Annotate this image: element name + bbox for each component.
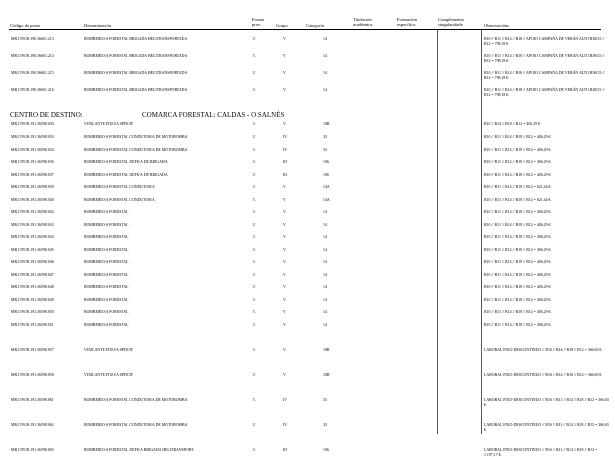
cell-codigo: MR.C99.58.190.36601.214 [11, 54, 54, 58]
cell-categoria: 33 [323, 423, 327, 427]
cell-forma-prov: C [253, 71, 256, 75]
column-separator [481, 30, 482, 434]
cell-codigo: MR.C99.58.191.36598.044 [11, 235, 54, 239]
cell-categoria: 14 [323, 273, 327, 277]
cell-grupo: V [283, 373, 286, 377]
cell-denominacion: BOMBEIRO/A FORESTAL BRIGADA HELITRANSPORTADA [84, 71, 188, 75]
cell-forma-prov: C [253, 223, 256, 227]
cell-grupo: V [283, 223, 286, 227]
cell-grupo: IV [283, 423, 288, 427]
cell-forma-prov: C [253, 37, 256, 41]
cell-denominacion: BOMBEIRO/A FORESTAL CONDUTOR/A [84, 185, 155, 189]
cell-denominacion: BOMBEIRO/A FORESTAL CONDUTOR/A DE MOTOBOMBA [84, 423, 188, 427]
cell-denominacion: BOMBEIRO/A FORESTAL [84, 298, 129, 302]
cell-categoria: 33 [323, 135, 327, 139]
cell-observacions: B10 // B11 // B14 // B18 // B12 = 621,44 €. [484, 185, 552, 189]
cell-observacions: B10 // B11 // B14 // B18 // B12 = 406,29 €. [484, 135, 552, 139]
cell-observacions: B10 // B11 // B14 // B18 // B12 = 406,29 €. [484, 298, 552, 302]
cell-observacions: B10 // B11 // B14 // B18 // B12 = 406,29 €. [484, 148, 552, 152]
cell-codigo: MR.C99.58.191.36598.042 [11, 210, 54, 214]
cell-denominacion: BOMBEIRO/A FORESTAL XEFE/A DE BRIGADA [84, 173, 168, 177]
cell-codigo: MR.C99.58.191.36598.061 [11, 398, 54, 402]
cell-grupo: V [283, 323, 286, 327]
header-formacion-line1: Formación [397, 17, 417, 22]
cell-denominacion: BOMBEIRO/A FORESTAL XEFE/A DE BRIGADA [84, 160, 168, 164]
cell-denominacion: BOMBEIRO/A FORESTAL BRIGADA HELITRANSPORTADA [84, 37, 188, 41]
cell-forma-prov: C [253, 273, 256, 277]
cell-observacions: B10 // B11 // B14 // B18 // APOIO CAMPAÑA DE VERÁN ALTO RISCO // B12 = 798,18 €. [484, 71, 605, 80]
cell-observacions: B10 // B11 // B14 // B18 // B12 = 406,29 €. [484, 248, 552, 252]
cell-forma-prov: C [253, 160, 256, 164]
header-observacions: Observacións [484, 23, 510, 28]
cell-observacions: B10 // B11 // B14 // B18 // B12 = 406,29 €. [484, 273, 552, 277]
cell-forma-prov: C [253, 348, 256, 352]
header-grupo: Grupo [276, 23, 288, 28]
cell-grupo: V [283, 210, 286, 214]
cell-grupo: V [283, 285, 286, 289]
cell-categoria: 14 [323, 248, 327, 252]
cell-forma-prov: C [253, 285, 256, 289]
cell-codigo: MR.C99.58.191.36598.050 [11, 310, 54, 314]
header-titulacion-line2: académica [353, 22, 373, 28]
cell-codigo: MR.C99.58.190.36601.213 [11, 37, 54, 41]
cell-categoria: 14 [323, 298, 327, 302]
header-titulacion [353, 17, 372, 27]
cell-categoria: 14 [323, 323, 327, 327]
cell-categoria: 14 [323, 88, 327, 92]
cell-forma-prov: C [253, 210, 256, 214]
cell-denominacion: BOMBEIRO/A FORESTAL [84, 323, 129, 327]
cell-forma-prov: C [253, 398, 256, 402]
cell-denominacion: BOMBEIRO/A FORESTAL [84, 223, 129, 227]
cell-categoria: 14 [323, 223, 327, 227]
cell-codigo: MR.C99.58.191.36598.062 [11, 423, 54, 427]
header-categoria: Categoría [306, 23, 324, 28]
section-label: CENTRO DE DESTINO: [10, 111, 83, 119]
cell-forma-prov: C [253, 248, 256, 252]
cell-grupo: IV [283, 135, 288, 139]
cell-grupo: V [283, 88, 286, 92]
cell-grupo: V [283, 198, 286, 202]
cell-grupo: V [283, 122, 286, 126]
header-complemento-line1: Complemento [438, 17, 465, 22]
cell-observacions: B10 // B11 // B14 // B18 // B12 = 406,29 €. [484, 285, 552, 289]
header-formacion [397, 17, 417, 27]
cell-codigo: MR.C99.58.190.36601.215 [11, 71, 54, 75]
header-complemento-line2: singularidade [438, 22, 463, 28]
cell-codigo: MR.C99.58.191.36598.058 [11, 373, 54, 377]
cell-forma-prov: C [253, 235, 256, 239]
cell-forma-prov: C [253, 373, 256, 377]
header-forma-line1: Forma [252, 17, 264, 22]
cell-categoria: 14A [323, 198, 330, 202]
cell-forma-prov: C [253, 88, 256, 92]
cell-observacions: B10 // B11 // B14 // B18 // B12 = 406,29 €. [484, 210, 552, 214]
cell-codigo: MR.C99.58.191.36598.037 [11, 173, 54, 177]
cell-codigo: MR.C99.58.190.36601.216 [11, 88, 54, 92]
cell-observacions: B10 // B11 // B14 // B18 // B12 = 406,29 €. [484, 160, 552, 164]
cell-observacions: B10 // B11 // B14 // B18 // B12 = 406,29 €. [484, 260, 552, 264]
cell-grupo: III [283, 173, 287, 177]
cell-categoria: 106 [323, 173, 329, 177]
cell-categoria: 14 [323, 210, 327, 214]
cell-observacions: B10 // B11 // B14 // B18 // APOIO CAMPAÑA DE VERÁN ALTO RISCO // B12 = 798,18 €. [484, 37, 605, 46]
cell-grupo: V [283, 273, 286, 277]
cell-codigo: MR.C99.58.191.36598.057 [11, 348, 54, 352]
cell-denominacion: BOMBEIRO/A FORESTAL CONDUTOR/A [84, 198, 155, 202]
cell-forma-prov: C [253, 122, 256, 126]
cell-forma-prov: C [253, 198, 256, 202]
cell-observacions: B10 // B11 // B14 // B18 // APOIO CAMPAÑA DE VERÁN ALTO RISCO // B12 = 798,18 €. [484, 88, 605, 97]
cell-denominacion: BOMBEIRO/A FORESTAL [84, 210, 129, 214]
cell-forma-prov: C [253, 173, 256, 177]
cell-denominacion: BOMBEIRO/A FORESTAL XEFE/A BRIGADA HELITRANSPORT. [84, 448, 195, 452]
cell-codigo: MR.C99.58.191.36598.043 [11, 223, 54, 227]
header-rule [9, 29, 601, 30]
cell-observacions: LABORAL FIXO-DESCONTINUO // B16 // B11 // B14 // B18 // B12 = 366,65 €. [484, 423, 609, 432]
cell-grupo: V [283, 37, 286, 41]
cell-grupo: V [283, 54, 286, 58]
cell-denominacion: BOMBEIRO/A FORESTAL [84, 248, 129, 252]
cell-observacions: B10 // B11 // B14 // B18 // B12 = 406,29 €. [484, 235, 552, 239]
cell-forma-prov: C [253, 54, 256, 58]
cell-forma-prov: C [253, 448, 256, 452]
header-denominacion: Denominación [84, 23, 112, 28]
cell-codigo: MR.C99.58.191.36598.030 [11, 122, 54, 126]
cell-codigo: MR.C99.58.191.36598.036 [11, 160, 54, 164]
cell-observacions: LABORAL FIXO-DESCONTINUO // B16 // B11 // B14 // B18 // B12 = 366,65 €. [484, 398, 609, 407]
cell-categoria: 10B [323, 373, 330, 377]
cell-codigo: MR.C99.58.191.36598.034 [11, 148, 54, 152]
cell-grupo: V [283, 298, 286, 302]
cell-denominacion: BOMBEIRO/A FORESTAL [84, 285, 129, 289]
cell-forma-prov: C [253, 423, 256, 427]
cell-denominacion: BOMBEIRO/A FORESTAL [84, 310, 129, 314]
cell-codigo: MR.C99.58.191.36598.045 [11, 248, 54, 252]
cell-denominacion: VIXILANTE FIXO/A SPDCIF [84, 122, 133, 126]
cell-categoria: 33 [323, 398, 327, 402]
cell-observacions: LABORAL FIXO-DESCONTINUO // B16 // B14 // B18 // B12 = 366,65 €. [484, 373, 603, 377]
cell-forma-prov: C [253, 148, 256, 152]
cell-observacions: B10 // B11 // B14 // B18 // B12 = 406,29 €. [484, 310, 552, 314]
cell-categoria: 14 [323, 285, 327, 289]
cell-observacions: B10 // B14 // B18 // B12 = 406,29 €. [484, 122, 541, 126]
cell-observacions: LABORAL FIXO-DESCONTINUO // B16 // B14 // B18 // B12 = 366,65 €. [484, 348, 603, 352]
cell-denominacion: BOMBEIRO/A FORESTAL [84, 260, 129, 264]
cell-denominacion: VIXILANTE FIXO/A SPDCIF [84, 348, 133, 352]
cell-grupo: III [283, 160, 287, 164]
cell-grupo: V [283, 260, 286, 264]
cell-codigo: MR.C99.58.191.36598.051 [11, 323, 54, 327]
cell-forma-prov: C [253, 310, 256, 314]
header-titulacion-line1: Titulación [353, 17, 372, 22]
cell-observacions: B10 // B11 // B14 // B18 // APOIO CAMPAÑA DE VERÁN ALTO RISCO // B12 = 798,18 €. [484, 54, 605, 63]
cell-denominacion: BOMBEIRO/A FORESTAL CONDUTOR/A DE MOTOBOMBA [84, 398, 188, 402]
cell-forma-prov: C [253, 260, 256, 264]
cell-forma-prov: C [253, 135, 256, 139]
cell-denominacion: BOMBEIRO/A FORESTAL CONDUTOR/A DE MOTOBOMBA [84, 148, 188, 152]
cell-observacions: B10 // B11 // B14 // B18 // B12 = 406,29 €. [484, 173, 552, 177]
cell-categoria: 106 [323, 160, 329, 164]
header-forma-line2: prov. [252, 22, 262, 28]
header-forma-prov [252, 17, 264, 27]
cell-codigo: MR.C99.58.191.36598.040 [11, 198, 54, 202]
cell-categoria: 33 [323, 148, 327, 152]
cell-codigo: MR.C99.58.191.36598.047 [11, 273, 54, 277]
cell-codigo: MR.C99.58.191.36598.046 [11, 260, 54, 264]
header-codigo: Código de posto [10, 23, 41, 28]
cell-denominacion: BOMBEIRO/A FORESTAL BRIGADA HELITRANSPORTADA [84, 54, 188, 58]
cell-categoria: 14 [323, 71, 327, 75]
cell-categoria: 14 [323, 310, 327, 314]
cell-categoria: 14 [323, 54, 327, 58]
cell-forma-prov: C [253, 323, 256, 327]
cell-denominacion: BOMBEIRO/A FORESTAL [84, 235, 129, 239]
cell-forma-prov: C [253, 185, 256, 189]
cell-grupo: V [283, 310, 286, 314]
cell-observacions: LABORAL FIXO-DESCONTINUO // B16 // B11 // B14 // B18 // B12 = 1.197,17 €. [484, 448, 598, 457]
cell-denominacion: BOMBEIRO/A FORESTAL [84, 273, 129, 277]
cell-categoria: 14 [323, 260, 327, 264]
cell-codigo: MR.C99.58.191.36598.039 [11, 185, 54, 189]
cell-codigo: MR.C99.58.191.36598.033 [11, 135, 54, 139]
cell-grupo: V [283, 71, 286, 75]
cell-categoria: 14 [323, 37, 327, 41]
cell-denominacion: BOMBEIRO/A FORESTAL CONDUTOR/A DE MOTOBOMBA [84, 135, 188, 139]
cell-denominacion: BOMBEIRO/A FORESTAL BRIGADA HELITRANSPORTADA [84, 88, 188, 92]
cell-observacions: B10 // B11 // B14 // B18 // B12 = 406,29 €. [484, 223, 552, 227]
cell-denominacion: VIXILANTE FIXO/A SPDCIF [84, 373, 133, 377]
cell-grupo: V [283, 348, 286, 352]
cell-grupo: III [283, 448, 287, 452]
header-formacion-line2: específica [397, 22, 416, 28]
section-name: COMARCA FORESTAL: CALDAS - O SALNÉS [142, 111, 285, 119]
cell-grupo: V [283, 185, 286, 189]
cell-forma-prov: C [253, 298, 256, 302]
cell-codigo: MR.C99.58.191.36598.065 [11, 448, 54, 452]
cell-codigo: MR.C99.58.191.36598.049 [11, 298, 54, 302]
cell-codigo: MR.C99.58.191.36598.048 [11, 285, 54, 289]
cell-observacions: B10 // B11 // B14 // B18 // B12 = 406,29 €. [484, 323, 552, 327]
cell-categoria: 106 [323, 448, 329, 452]
cell-categoria: 14 [323, 235, 327, 239]
cell-grupo: V [283, 235, 286, 239]
cell-categoria: 10B [323, 122, 330, 126]
cell-categoria: 14A [323, 185, 330, 189]
cell-categoria: 10B [323, 348, 330, 352]
header-complemento [438, 17, 464, 27]
cell-grupo: IV [283, 398, 288, 402]
cell-observacions: B10 // B11 // B14 // B18 // B12 = 621,44 €. [484, 198, 552, 202]
column-separator [437, 30, 438, 434]
cell-grupo: IV [283, 148, 288, 152]
cell-grupo: V [283, 248, 286, 252]
